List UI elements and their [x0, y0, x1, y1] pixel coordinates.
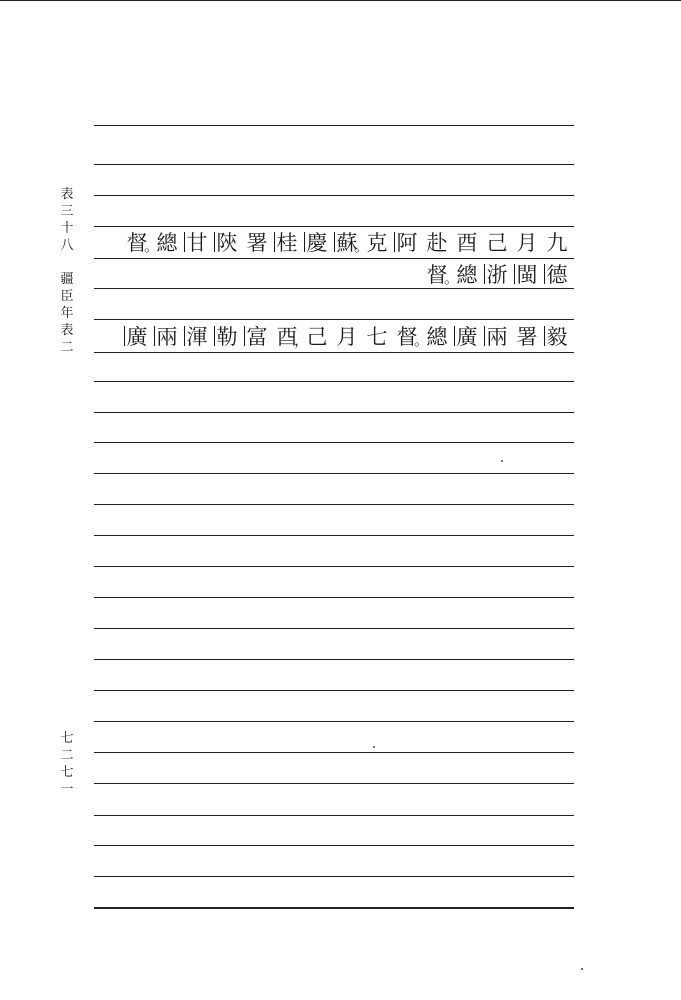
char-glyph: 廣	[456, 325, 478, 349]
punctuation-mark: ，	[293, 331, 309, 349]
text-char	[542, 227, 572, 257]
char-glyph: 酉	[276, 325, 298, 349]
char-glyph: 督	[396, 325, 418, 349]
table-rule-line	[94, 381, 574, 382]
text-char	[482, 259, 512, 289]
text-char	[242, 321, 272, 351]
char-glyph: 兩	[156, 325, 178, 349]
char-glyph: 七	[366, 325, 388, 349]
char-glyph: 閩	[516, 263, 538, 287]
proper-noun-mark	[454, 326, 455, 346]
text-char	[542, 259, 572, 289]
table-rule-line	[94, 352, 574, 353]
margin-header-char: 表	[60, 323, 74, 338]
table-rule-line	[94, 442, 574, 443]
margin-page-number	[54, 730, 80, 798]
punctuation-mark: 。	[413, 331, 429, 349]
char-glyph: 赴	[426, 231, 448, 255]
proper-noun-mark	[514, 264, 515, 284]
proper-noun-mark	[274, 232, 275, 252]
char-glyph: 阿	[396, 231, 418, 255]
proper-noun-mark	[124, 326, 125, 346]
proper-noun-mark	[214, 232, 215, 252]
table-rule-line	[94, 628, 574, 629]
text-char	[302, 227, 332, 257]
char-glyph: 酉	[456, 231, 478, 255]
char-glyph: 月	[516, 231, 538, 255]
table-rule-line	[94, 783, 574, 784]
text-row-2	[96, 259, 572, 289]
char-glyph: 桂	[276, 231, 298, 255]
char-glyph: 慶	[306, 231, 328, 255]
text-char	[122, 321, 152, 351]
punctuation-mark: 。	[143, 237, 159, 255]
text-char	[332, 227, 369, 257]
text-char	[392, 321, 429, 351]
table-rule-line	[94, 690, 574, 691]
proper-noun-mark	[484, 264, 485, 284]
page-number-char: 七	[60, 765, 74, 780]
text-char	[122, 227, 159, 257]
punctuation-mark: 。	[443, 269, 459, 287]
char-glyph: 己	[486, 231, 508, 255]
char-glyph: 總	[456, 263, 478, 287]
char-glyph: 富	[246, 325, 268, 349]
text-char	[512, 259, 542, 289]
page-number-char: 一	[60, 782, 74, 797]
specks	[581, 968, 583, 970]
proper-noun-mark	[184, 232, 185, 252]
proper-noun-mark	[154, 326, 155, 346]
proper-noun-mark	[184, 326, 185, 346]
page-top-border	[0, 0, 681, 1]
table-rule-line	[94, 195, 574, 196]
text-char	[272, 321, 309, 351]
char-glyph: 德	[546, 263, 568, 287]
table-rule-line	[94, 721, 574, 722]
proper-noun-mark	[334, 232, 335, 252]
table-rule-line	[94, 815, 574, 816]
proper-noun-mark	[394, 232, 395, 252]
char-glyph: 克	[366, 231, 388, 255]
margin-header-char: 二	[60, 340, 74, 355]
char-glyph: 署	[516, 325, 538, 349]
margin-header-char: 年	[60, 306, 74, 321]
char-glyph: 浙	[486, 263, 508, 287]
table-rule-line	[94, 412, 574, 413]
text-char	[242, 227, 272, 257]
char-glyph: 勒	[216, 325, 238, 349]
text-char	[392, 227, 422, 257]
char-glyph: 九	[546, 231, 568, 255]
table-rule-line	[94, 876, 574, 877]
char-glyph: 廣	[126, 325, 148, 349]
char-glyph: 甘	[186, 231, 208, 255]
table-rule-line	[94, 752, 574, 753]
text-char	[542, 321, 572, 351]
specks	[373, 746, 375, 748]
text-char	[512, 227, 542, 257]
punctuation-mark: 。	[353, 237, 369, 255]
text-char	[452, 321, 482, 351]
text-char	[272, 227, 302, 257]
char-glyph: 督	[126, 231, 148, 255]
table-rule-line	[94, 659, 574, 660]
specks	[501, 460, 503, 462]
text-char	[512, 321, 542, 351]
margin-header-char: 臣	[60, 289, 74, 304]
table-rule-line	[94, 535, 574, 536]
text-char	[362, 321, 392, 351]
table-rule-line	[94, 566, 574, 567]
text-char	[452, 227, 482, 257]
char-glyph: 己	[306, 325, 328, 349]
table-rule-line	[94, 319, 574, 320]
char-glyph: 毅	[546, 325, 568, 349]
char-glyph: 總	[156, 231, 178, 255]
margin-header-char: 疆	[60, 272, 74, 287]
page-number-char: 二	[60, 748, 74, 763]
char-glyph: 兩	[486, 325, 508, 349]
text-row-3	[96, 321, 572, 351]
text-char	[422, 259, 459, 289]
char-glyph: 署	[246, 231, 268, 255]
text-char	[482, 227, 512, 257]
table-rule-line	[94, 597, 574, 598]
text-char	[332, 321, 362, 351]
table-rule-line	[94, 473, 574, 474]
table-rule-line	[94, 907, 574, 909]
char-glyph: 渾	[186, 325, 208, 349]
proper-noun-mark	[544, 264, 545, 284]
text-char	[182, 321, 212, 351]
text-char	[212, 227, 242, 257]
char-glyph: 月	[336, 325, 358, 349]
margin-header-text	[54, 186, 80, 356]
proper-noun-mark	[304, 232, 305, 252]
text-char	[182, 227, 212, 257]
table-rule-line	[94, 504, 574, 505]
char-glyph: 蘇	[336, 231, 358, 255]
margin-header-char: 十	[60, 221, 74, 236]
table-rule-line	[94, 125, 574, 126]
table-rule-line	[94, 845, 574, 846]
table-rule-line	[94, 164, 574, 165]
char-glyph: 總	[426, 325, 448, 349]
char-glyph: 督	[426, 263, 448, 287]
text-char	[212, 321, 242, 351]
proper-noun-mark	[214, 326, 215, 346]
margin-header-char: 三	[60, 204, 74, 219]
char-glyph: 陝	[216, 231, 238, 255]
proper-noun-mark	[244, 326, 245, 346]
text-char	[422, 227, 452, 257]
margin-header-char: 八	[60, 238, 74, 253]
text-char	[482, 321, 512, 351]
proper-noun-mark	[484, 326, 485, 346]
text-char	[152, 321, 182, 351]
proper-noun-mark	[544, 326, 545, 346]
page-number-char: 七	[60, 731, 74, 746]
margin-header-char: 表	[60, 187, 74, 202]
text-row-1	[96, 227, 572, 257]
